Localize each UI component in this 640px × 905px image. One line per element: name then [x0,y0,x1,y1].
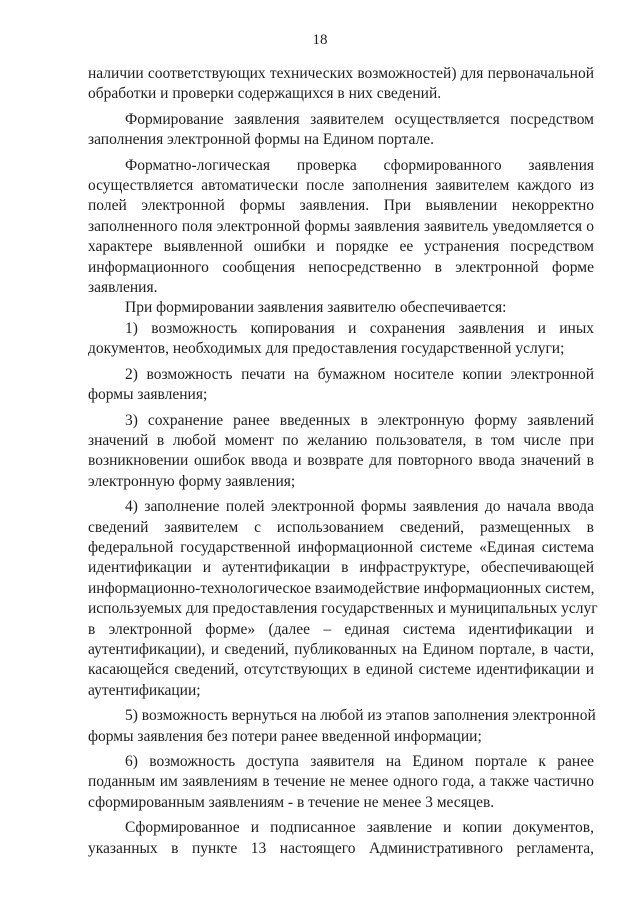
text-line: Форматно-логическая проверка сформированного заявления [125,156,594,174]
text-line: 6) возможность доступа заявителя на Едином портале к ранее [125,753,594,770]
text-line: полей электронной формы заявления. При выявлении некорректно [88,197,594,215]
text-line: аутентификации), и сведений, публикованных на Едином портале, в части, [88,640,594,658]
text-line: информационно-технологическое взаимодействие информационных систем, [88,579,595,597]
text-line: формы заявления; [88,386,208,404]
text-line: заполненного поля электронной формы заявления заявитель уведомляется о [88,217,594,235]
page-number: 18 [312,32,328,48]
text-line: формы заявления без потери ранее введенной информации; [88,727,482,745]
text-line: При формировании заявления заявителю обеспечивается: [125,299,507,317]
text-line: указанных в пункте 13 настоящего Административного регламента, [88,839,594,857]
text-line: заявления. [88,279,158,297]
text-line: аутентификации; [88,681,201,699]
text-line: сведений заявителем с использованием сведений, размещенных в [88,518,594,536]
text-line: используемых для предоставления государственных и муниципальных услуг [88,600,598,618]
text-line: 4) заполнение полей электронной формы заявления до начала ввода [125,498,594,516]
text-line: в электронной форме» (далее – единая система идентификации и [88,620,594,638]
text-line: федеральной государственной информационной системе «Единая система [88,538,594,556]
text-line: обработки и проверки содержащихся в них сведений. [88,85,442,103]
text-line: возникновении ошибок ввода и возврате для повторного ввода значений в [88,452,594,470]
text-line: информационного сообщения непосредственно в электронной форме [88,258,594,276]
text-line: поданным им заявлениям в течение не менее одного года, а также частично [88,773,594,791]
text-line: заполнения электронной формы на Едином портале. [88,131,435,149]
text-line: характере выявленной ошибки и порядке ее устранения посредством [88,238,594,256]
text-line: Формирование заявления заявителем осуществляется посредством [125,110,594,128]
text-line: 3) сохранение ранее введенных в электронную форму заявлений [125,411,594,429]
text-line: сформированным заявлениям - в течение не менее 3 месяцев. [88,793,495,811]
text-line: 5) возможность вернуться на любой из этапов заполнения электронной [125,707,596,725]
text-line: Сформированное и подписанное заявление и копии документов, [125,819,594,837]
text-line: документов, необходимых для предоставления государственной услуги; [88,340,565,358]
text-line: наличии соответствующих технических возможностей) для первоначальной [88,65,594,82]
text-line: электронную форму заявления; [88,472,296,490]
text-line: значений в любой момент по желанию пользователя, в том числе при [88,431,594,449]
document-body [88,64,598,859]
text-line: касающейся сведений, отсутствующих в единой системе идентификации и [88,661,594,679]
text-line: 2) возможность печати на бумажном носителе копии электронной [125,365,594,383]
text-line: осуществляется автоматически после заполнения заявителем каждого из [88,177,594,195]
text-line: 1) возможность копирования и сохранения заявления и иных [125,319,594,337]
text-line: идентификации и аутентификации в инфраструктуре, обеспечивающей [88,559,594,577]
